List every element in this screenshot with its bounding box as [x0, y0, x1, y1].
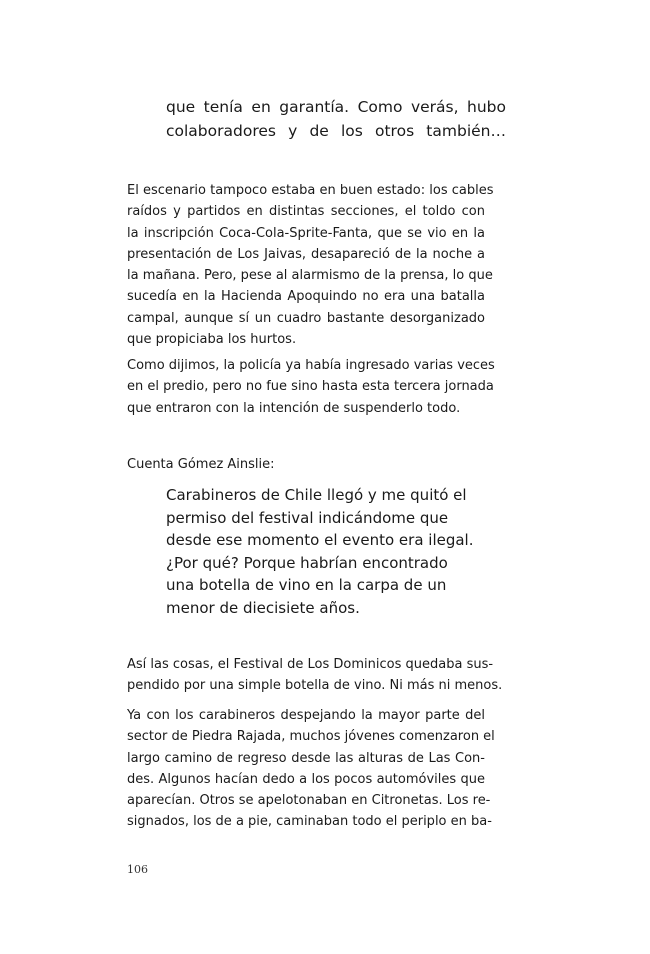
block-quote [166, 484, 474, 620]
text-line: la inscripción Coca-Cola-Sprite-Fanta, que se vio en la [127, 225, 485, 241]
text-line: largo camino de regreso desde las alturas de Las Con- [127, 750, 485, 766]
paragraph-return-home [127, 705, 495, 833]
text-line: campal, aunque sí un cuadro bastante desorganizado [127, 310, 485, 326]
text-line: raídos y partidos en distintas secciones, el toldo con [127, 204, 485, 220]
text-line: en el predio, pero no fue sino hasta esta tercera jornada [127, 379, 494, 395]
quote-line: menor de diecisiete años. [166, 598, 360, 617]
text-line: que entraron con la intención de suspenderlo todo. [127, 400, 461, 416]
attribution-line: Cuenta Gómez Ainslie: [127, 457, 275, 472]
quote-line: Carabineros de Chile llegó y me quitó el [166, 486, 467, 504]
text-line: El escenario tampoco estaba en buen estado: los cables [127, 183, 494, 198]
text-line: Ya con los carabineros despejando la mayor parte del [127, 708, 485, 723]
quote-line: ¿Por qué? Porque habrían encontrado [166, 553, 448, 572]
quote-line: una botella de vino en la carpa de un [166, 576, 447, 595]
quote-line: que tenía en garantía. Como verás, hubo [166, 98, 506, 116]
page-number: 106 [127, 863, 148, 876]
text-line: signados, los de a pie, caminaban todo el periplo en ba- [127, 814, 492, 830]
quote-line: colaboradores y de los otros también… [166, 122, 506, 140]
text-line: la mañana. Pero, pese al alarmismo de la prensa, lo que [127, 268, 493, 284]
text-line: sucedía en la Hacienda Apoquindo no era una batalla [127, 289, 485, 305]
text-line: des. Algunos hacían dedo a los pocos automóviles que [127, 771, 485, 787]
text-line: pendido por una simple botella de vino. Ni más ni menos. [127, 678, 503, 694]
text-line: aparecían. Otros se apelotonaban en Citronetas. Los re- [127, 793, 491, 809]
paragraph-police [127, 355, 495, 419]
text-line: sector de Piedra Rajada, muchos jóvenes comenzaron el [127, 729, 495, 745]
text-line: Como dijimos, la policía ya había ingresado varias veces [127, 358, 495, 373]
quote-line: permiso del festival indicándome que [166, 508, 449, 527]
attribution [127, 454, 485, 475]
text-line: Así las cosas, el Festival de Los Dominicos quedaba sus- [127, 657, 494, 672]
paragraph-stage-condition [127, 180, 494, 350]
text-line: que propiciaba los hurtos. [127, 332, 297, 348]
text-line: presentación de Los Jaivas, desapareció de la noche a [127, 246, 485, 262]
paragraph-festival-suspended [127, 654, 503, 697]
quote-continuation [166, 95, 506, 143]
quote-line: desde ese momento el evento era ilegal. [166, 531, 474, 550]
